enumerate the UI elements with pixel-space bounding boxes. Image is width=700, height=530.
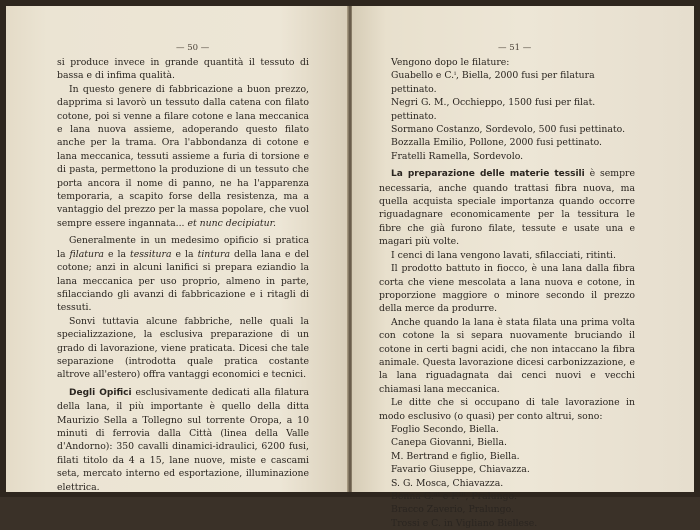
paragraph: si produce invece in grande quantità il tessuto di bassa e di infima qualità.	[57, 57, 309, 82]
list-item: Guabello e C.ⁱ, Biella, 2000 fusi per filatura pettinato.	[391, 70, 595, 95]
paragraph: Il prodotto battuto in fiocco, è una lana dalla fibra corta che viene mescolata a lana nuova e cotone, in proporzione maggiore o minore secondo il prezzo della merce da produrre.	[379, 263, 635, 315]
paragraph: Sonvi tuttavia alcune fabbriche, nelle quali la specializzazione, la esclusiva preparazione di un grado di lavorazione, viene praticata. Dicesi che tale separazione (introdotta quale pratica costante altrove all'estero) offra vantaggi economici e tecnici.	[57, 315, 309, 381]
list-item: Foglio Secondo, Biella.	[391, 423, 499, 435]
left-page	[6, 6, 348, 492]
page-number-left: — 50 —	[176, 43, 210, 53]
page-number-right: — 51 —	[498, 43, 532, 53]
paragraph: Degli Opifici esclusivamente dedicati alla filatura della lana, il più importante è quello della ditta Maurizio Sella a Tollegno sul torrente Oropa, a 10 minuti di ferrovia dalla Città (linea della Valle d'Andorno): 350 cavalli dinamici-idraulici, 6200 fusi, filati titolo da 4 a 15, lane nuove, miste e cascami seta, mercato interno ed esportazione, illuminazione elettrica.	[57, 386, 309, 493]
right-page	[352, 6, 694, 529]
list-item: S. G. Mosca, Chiavazza.	[391, 477, 504, 489]
list-item: Negri G. M., Occhieppo, 1500 fusi per filat. pettinato.	[391, 97, 596, 122]
section-heading: La preparazione delle materie tessili	[391, 169, 585, 180]
paragraph: Generalmente in un medesimo opificio si pratica la filatura e la tessitura e la tintura della lana e del cotone; anzi in alcuni lanifici si prepara eziandio la lana meccanica per uso proprio, almeno in parte, sfilacciando gli avanzi di fabbricazione e i ritagli di tessuti.	[57, 235, 309, 314]
latin-quote: et nunc decipiatur.	[187, 217, 277, 229]
list-item: Bracco Zaverio, Pralungo.	[391, 504, 514, 516]
paragraph: Le ditte che si occupano di tale lavorazione in modo esclusivo (o quasi) per conto altrui, sono:	[379, 397, 635, 422]
paragraph: In questo genere di fabbricazione a buon prezzo, dapprima si lavorò un tessuto dalla catena con filato cotone, poi si venne a filare cotone e lana meccanica e lana nuova assieme, adoperando questo filato anche per la trama. Ora l'abbondanza di cotone e lana meccanica, tessuti assieme a furia di torsione e di pasta, permettono la produzione di un tessuto che porta ancora il nome di panno, ne ha l'apparenza temporaria, a scapito forse della resistenza, ma a vantaggio del prezzo per la massa popolare, che vuol sempre essere ingannata... et nunc decipiatur.	[57, 83, 309, 229]
paragraph: I cenci di lana vengono lavati, sfilacciati, ritinti.	[391, 249, 616, 261]
list-item: Fratelli Ramella, Sordevolo.	[391, 150, 524, 162]
list-item: Benna G.ⁿⁱ e F.ˡˡⁱ, Pralungo.	[391, 491, 517, 502]
list-item: Canepa Giovanni, Biella.	[391, 437, 507, 449]
list-item: Trossi e C. in Vigliano Biellese.	[391, 517, 538, 529]
paragraph: Anche quando la lana è stata filata una prima volta con cotone la si separa nuovamente bruciando il cotone in certi bagni acidi, che non intaccano la fibra animale. Questa lavorazione dicesi carbonizzazione, e la lana riguadagnata dai cenci nuovi e vecchi chiamasi lana meccanica.	[379, 316, 635, 395]
paragraph: La preparazione delle materie tessili è sempre necessaria, anche quando trattasi fibra nuova, ma quella acquista speciale importanza quando occorre riguadagnare economicamente per la tessitura le fibre che già furono filate, tessute e usate una e magari più volte.	[379, 168, 635, 248]
paragraph: Vengono dopo le filature:	[391, 57, 510, 68]
left-page-text	[57, 56, 309, 494]
list-item: Sormano Costanzo, Sordevolo, 500 fusi pettinato.	[391, 124, 626, 136]
list-item: M. Bertrand e figlio, Biella.	[391, 450, 520, 462]
section-heading: Degli Opifici	[69, 387, 132, 398]
list-item: Bozzalla Emilio, Pollone, 2000 fusi pettinato.	[391, 137, 602, 149]
right-page-text	[379, 56, 635, 530]
list-item: Favario Giuseppe, Chiavazza.	[391, 464, 530, 476]
